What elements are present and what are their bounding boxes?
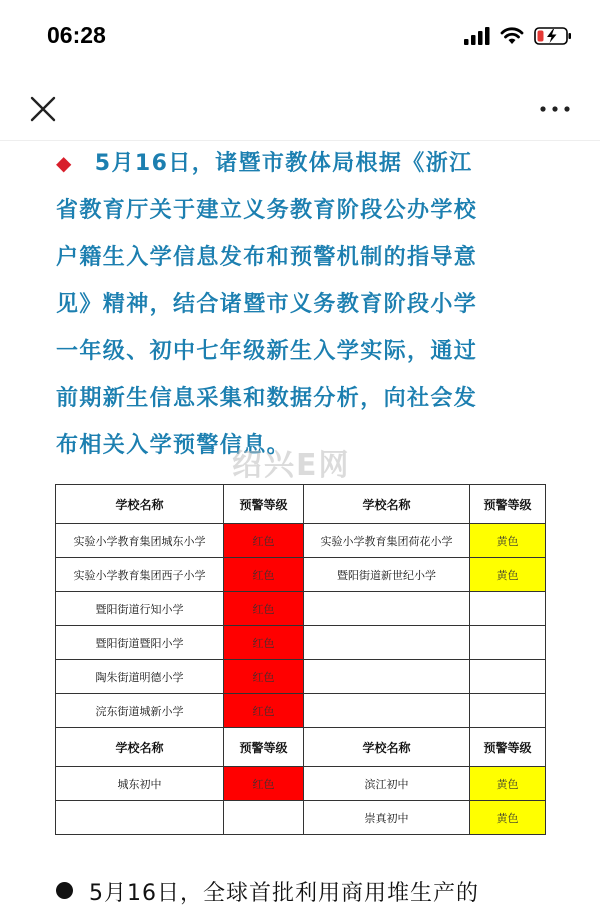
article-paragraph: [56, 140, 556, 469]
school-name-cell: 实验小学教育集团荷花小学: [304, 524, 470, 558]
status-bar: [0, 0, 600, 76]
article-line: 5月16日，诸暨市教体局根据《浙江: [94, 151, 473, 176]
article-line: 布相关入学预警信息。: [56, 433, 291, 458]
close-icon[interactable]: [28, 94, 58, 124]
table-row: [56, 801, 546, 835]
table-row: [56, 524, 546, 558]
empty-cell: [470, 626, 546, 660]
warning-level-red: 红色: [224, 626, 304, 660]
school-name-cell: 实验小学教育集团西子小学: [56, 558, 224, 592]
article-body: [56, 140, 556, 469]
more-icon[interactable]: [538, 94, 572, 124]
header-warning-level: 预警等级: [470, 728, 546, 767]
header-warning-level: 预警等级: [224, 728, 304, 767]
article-line: 前期新生信息采集和数据分析，向社会发: [56, 386, 478, 411]
article-line: 一年级、初中七年级新生入学实际，通过: [56, 339, 478, 364]
school-name-cell: 崇真初中: [304, 801, 470, 835]
status-time: 06:28: [47, 22, 106, 48]
header-school-name: 学校名称: [56, 485, 224, 524]
header-warning-level: 预警等级: [470, 485, 546, 524]
wifi-icon: [500, 27, 524, 45]
warning-level-red: 红色: [224, 767, 304, 801]
warning-level-red: 红色: [224, 558, 304, 592]
school-name-cell: 陶朱街道明德小学: [56, 660, 224, 694]
empty-cell: [304, 660, 470, 694]
warning-level-yellow: 黄色: [470, 558, 546, 592]
table-row: [56, 558, 546, 592]
table-header-row: [56, 485, 546, 524]
diamond-bullet-icon: ◆: [56, 151, 73, 175]
article-line: 见》精神，结合诸暨市义务教育阶段小学: [56, 292, 478, 317]
warning-level-red: 红色: [224, 524, 304, 558]
battery-charging-icon: [534, 26, 572, 46]
school-name-cell: 城东初中: [56, 767, 224, 801]
empty-cell: [304, 626, 470, 660]
table-row: [56, 660, 546, 694]
warning-level-yellow: 黄色: [470, 801, 546, 835]
more-button[interactable]: [538, 94, 572, 124]
header-school-name: 学校名称: [304, 485, 470, 524]
close-button[interactable]: [28, 94, 58, 124]
table-row: [56, 694, 546, 728]
header-warning-level: 预警等级: [224, 485, 304, 524]
watermark: 绍兴E网: [232, 448, 351, 483]
article-line: 省教育厅关于建立义务教育阶段公办学校: [56, 198, 478, 223]
school-name-cell: 暨阳街道暨阳小学: [56, 626, 224, 660]
status-icons: [464, 26, 572, 46]
nav-bar: [0, 76, 600, 141]
empty-cell: [304, 694, 470, 728]
table-header-row: [56, 728, 546, 767]
school-name-cell: 浣东街道城新小学: [56, 694, 224, 728]
warning-level-red: 红色: [224, 694, 304, 728]
round-bullet-icon: [56, 882, 73, 899]
header-school-name: 学校名称: [304, 728, 470, 767]
empty-cell: [470, 660, 546, 694]
empty-cell: [56, 801, 224, 835]
next-paragraph-text: 5月16日，全球首批利用商用堆生产的: [89, 881, 479, 906]
warning-level-yellow: 黄色: [470, 524, 546, 558]
warning-level-yellow: 黄色: [470, 767, 546, 801]
empty-cell: [470, 694, 546, 728]
table-row: [56, 626, 546, 660]
warning-table: [55, 484, 546, 835]
warning-level-red: 红色: [224, 660, 304, 694]
school-name-cell: 实验小学教育集团城东小学: [56, 524, 224, 558]
school-name-cell: 滨江初中: [304, 767, 470, 801]
warning-level-red: 红色: [224, 592, 304, 626]
article-line: 户籍生入学信息发布和预警机制的指导意: [56, 245, 478, 270]
table-row: [56, 592, 546, 626]
empty-cell: [304, 592, 470, 626]
header-school-name: 学校名称: [56, 728, 224, 767]
empty-cell: [224, 801, 304, 835]
next-paragraph: [56, 876, 479, 907]
table-row: [56, 767, 546, 801]
empty-cell: [470, 592, 546, 626]
signal-icon: [464, 27, 490, 45]
school-name-cell: 暨阳街道新世纪小学: [304, 558, 470, 592]
school-name-cell: 暨阳街道行知小学: [56, 592, 224, 626]
